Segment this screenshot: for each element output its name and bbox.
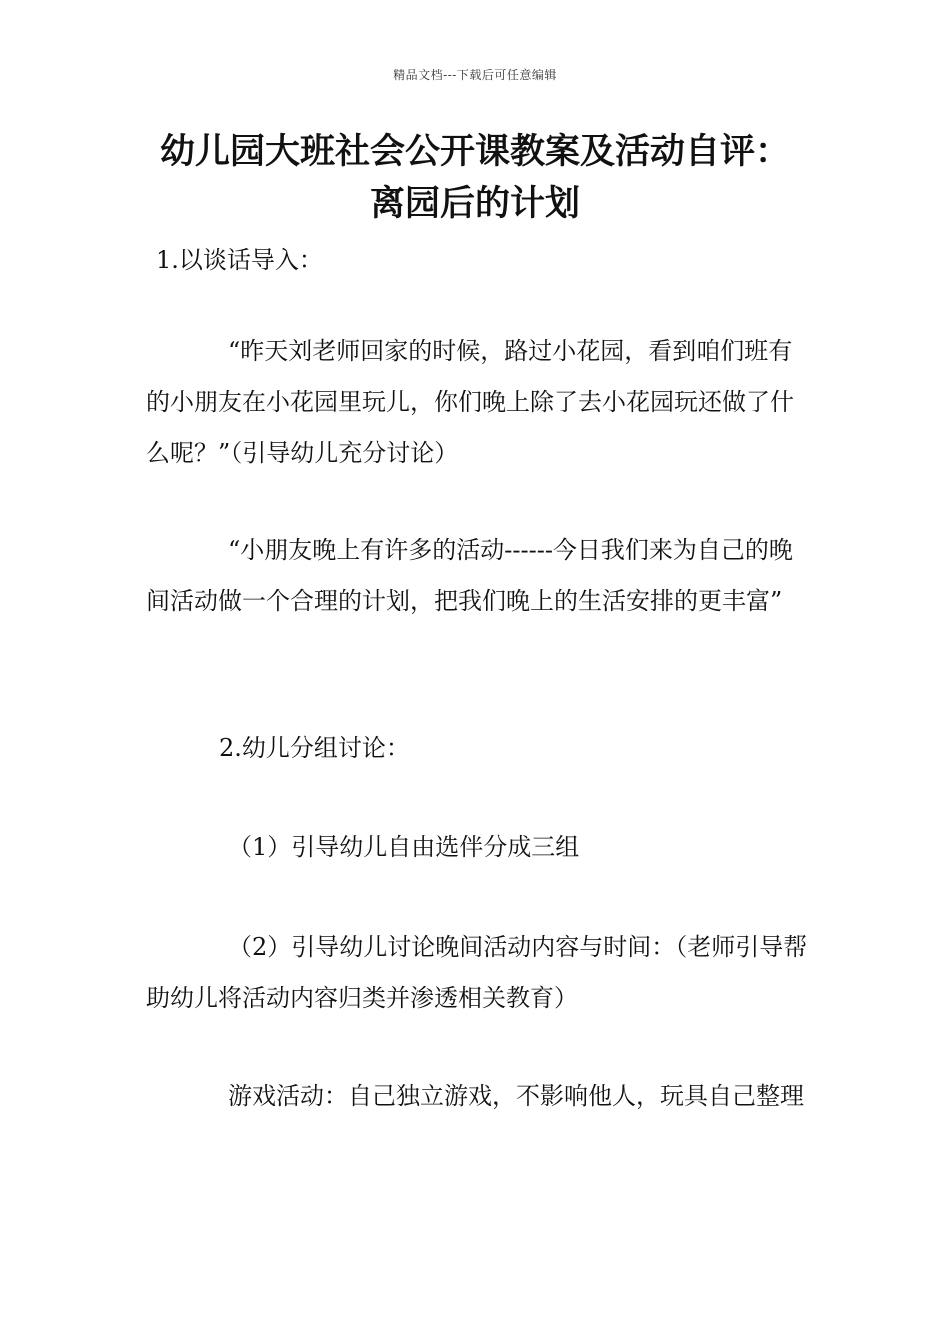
- paragraph-evening-activities: “小朋友晚上有许多的活动------今日我们来为自己的晚间活动做一个合理的计划，把我们晚上的生活安排的更丰富”: [146, 536, 793, 615]
- section-heading-1: 1.以谈话导入：: [156, 246, 323, 274]
- paragraph-step-1: （1）引导幼儿自由选伴分成三组: [228, 833, 580, 861]
- document-title: [100, 126, 850, 230]
- header-note: 精品文档---下载后可任意编辑: [393, 68, 557, 82]
- paragraph-intro-talk: “昨天刘老师回家的时候，路过小花园，看到咱们班有的小朋友在小花园里玩儿，你们晚上除了去小花园玩还做了什么呢？”（引导幼儿充分讨论）: [146, 337, 794, 467]
- document-title-line-1: 幼儿园大班社会公开课教案及活动自评：: [159, 132, 790, 172]
- paragraph-game-activity: 游戏活动：自己独立游戏，不影响他人，玩具自己整理: [228, 1082, 804, 1110]
- section-heading-2: 2.幼儿分组讨论：: [219, 734, 410, 762]
- document-title-line-2: 离园后的计划: [369, 184, 580, 224]
- paragraph-step-2: （2）引导幼儿讨论晚间活动内容与时间：（老师引导帮助幼儿将活动内容归类并渗透相关教育）: [146, 933, 808, 1012]
